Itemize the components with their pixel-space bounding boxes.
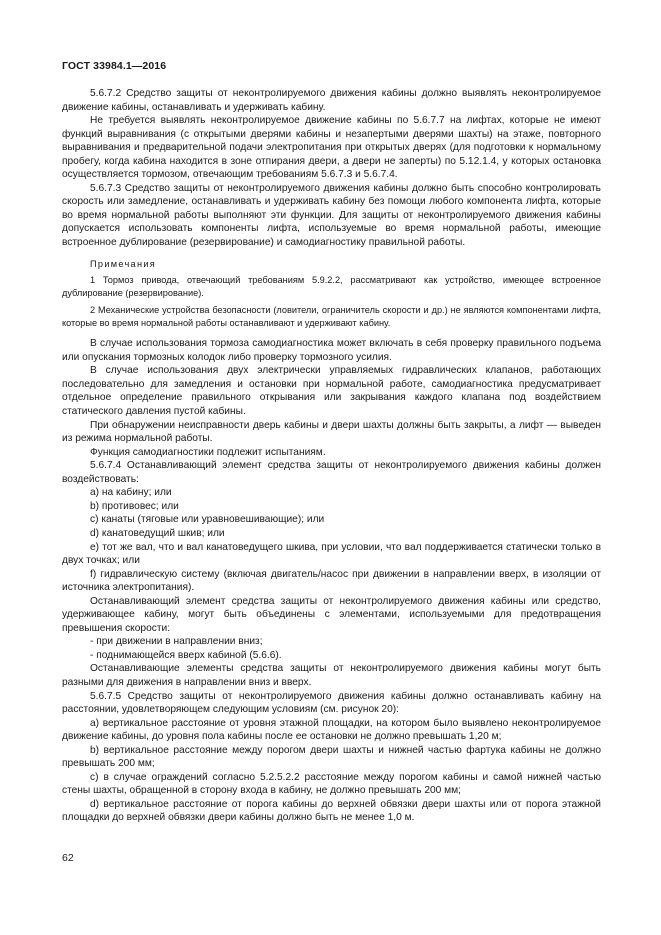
document-header: ГОСТ 33984.1—2016 (62, 60, 167, 72)
list-item: - при движении в направлении вниз; (90, 636, 263, 648)
list-item: d) вертикальное расстояние от порога кабины до верхней обвязки двери шахты или от порога этажной площадки до верхней обвязки двери кабины должно быть не менее 1,0 м. (62, 798, 601, 824)
paragraph: Останавливающий элемент средства защиты от неконтролируемого движения кабины или средство, удерживающее кабину, могут быть объединены с элементами, используемыми для предотвращения превышения скорости: (62, 595, 601, 634)
notes-title: Примечания (90, 258, 157, 269)
page-number: 62 (62, 852, 74, 864)
list-item: a) вертикальное расстояние от уровня этажной площадки, на котором было выявлено неконтролируемое движение кабины, до уровня пола кабины после ее остановки не должно превышать 1,20 м; (62, 717, 601, 743)
paragraph: Останавливающие элементы средства защиты от неконтролируемого движения кабины могут быть разными для движения в направлении вниз и вверх. (62, 663, 601, 688)
paragraph: Функция самодиагностики подлежит испытаниям. (90, 446, 326, 458)
list-item: c) канаты (тяговые или уравновешивающие); или (90, 514, 325, 526)
note-item: 2 Механические устройства безопасности (ловители, ограничитель скорости и др.) не являются компонентами лифта, которые во время нормальной работы останавливают и удерживают кабину. (62, 304, 601, 328)
list-item: e) тот же вал, что и вал канатоведущего шкива, при условии, что вал поддерживается статически только в двух точках; или (62, 541, 601, 567)
note-item: 1 Тормоз привода, отвечающий требованиям 5.9.2.2, рассматривают как устройство, имеющее встроенное дублирование (резервирование). (62, 275, 601, 298)
list-item: b) противовес; или (90, 500, 179, 512)
paragraph: 5.6.7.3 Средство защиты от неконтролируемого движения кабины должно быть способно контролировать скорость или замедление, останавливать и удерживать кабину без помощи любого компонента лифта, которые во время нормальной работы выполняют эти функции. Для защиты от неконтролируемого движения кабины допускается использовать компоненты лифта, используемые во время нормальной работы, имеющие встроенное дублирование (резервирование) и самодиагностику правильной работы. (62, 182, 601, 249)
notes-block (62, 274, 601, 329)
paragraph: 5.6.7.4 Останавливающий элемент средства защиты от неконтролируемого движения кабины должен воздействовать: (62, 460, 601, 485)
list-item: - поднимающейся вверх кабиной (5.6.6). (90, 649, 282, 661)
paragraph: Не требуется выявлять неконтролируемое движение кабины по 5.6.7.7 на лифтах, которые не имеют функций выравнивания (с открытыми дверями кабины и незапертыми дверями шахты) на этаже, повторного выравнивания и предварительной подачи электропитания при открытых дверях (для подготовки к нормальному пробегу, когда кабина находится в зоне отпирания двери, а двери не заперты) по 5.12.1.4, у которых остановка осуществляется тормозом, отвечающим требованиям 5.6.7.3 и 5.6.7.4. (62, 115, 601, 181)
list-item: f) гидравлическую систему (включая двигатель/насос при движении в направлении вверх, в изоляции от источника электропитания). (62, 568, 601, 594)
paragraph: 5.6.7.2 Средство защиты от неконтролируемого движения кабины должно выявлять неконтролируемое движение кабины, останавливать и удерживать кабину. (62, 88, 601, 113)
paragraph: При обнаружении неисправности дверь кабины и двери шахты должны быть закрыты, а лифт — выведен из режима нормальной работы. (62, 419, 601, 445)
paragraph: В случае использования тормоза самодиагностика может включать в себя проверку правильного подъема или опускания тормозных колодок либо проверку тормозного усилия. (62, 338, 601, 363)
list-item: b) вертикальное расстояние между порогом двери шахты и нижней частью фартука кабины не должно превышать 200 мм; (62, 744, 601, 770)
document-body (62, 87, 601, 825)
list-item: d) канатоведущий шкив; или (90, 527, 225, 539)
paragraph: В случае использования двух электрически управляемых гидравлических клапанов, работающих последовательно для замедления и остановки при нормальной работе, самодиагностика предусматривает отдельное определение правильного открывания или закрывания каждого клапана под воздействием статического давления пустой кабины. (62, 365, 601, 418)
list-item: c) в случае ограждений согласно 5.2.5.2.2 расстояние между порогом кабины и самой нижней частью стены шахты, обращенной в сторону входа в кабину, не должно превышать 200 мм; (62, 771, 601, 797)
paragraph: 5.6.7.5 Средство защиты от неконтролируемого движения кабины должно останавливать кабину на расстоянии, удовлетворяющем следующим условиям (см. рисунок 20): (62, 690, 601, 716)
list-item: a) на кабину; или (90, 487, 172, 499)
